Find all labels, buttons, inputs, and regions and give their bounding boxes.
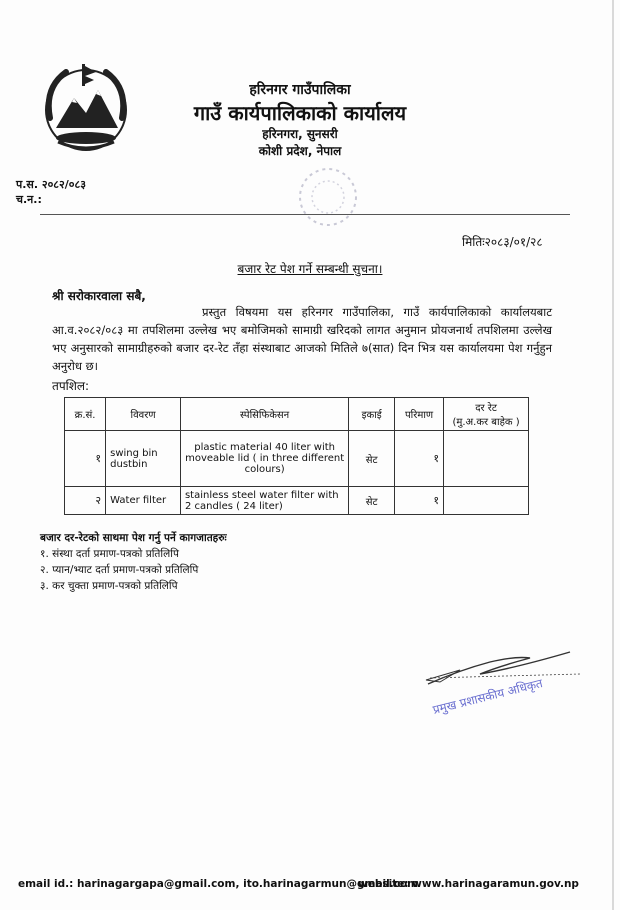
row-item: Water filter [106,487,181,515]
list-item: २. प्यान/भ्याट दर्ता प्रमाण-पत्रको प्रतिलिपि [40,564,199,576]
row-spec: plastic material 40 liter with moveable lid ( in three different colours) [180,431,348,487]
row-rate[interactable] [444,431,529,487]
page-footer [18,878,608,890]
salutation: श्री सरोकारवाला सबै, [52,289,146,303]
row-rate[interactable] [444,487,529,515]
nepal-emblem-icon [36,58,136,154]
body-text: प्रस्तुत विषयमा यस हरिनगर गाउँपालिका, गाउँ कार्यपालिकाको कार्यालयबाट आ.व.२०८२/०८३ मा तपशिलमा उल्लेख भए बमोजिमको सामाग्री खरिदको लागत अनुमान प्रोयजनार्थ तपशिलमा उल्लेख भए अनुसारको सामाग्रीहरुको बजार दर-रेट तँहा संस्थाबाट आजको मितिले ७(सात) दिन भित्र यस कार्यालयमा पेश गर्नुहुन अनुरोध छ। [52,305,552,373]
signature-stamp-text: प्रमुख प्रशासकीय अधिकृत [431,676,545,717]
col-header-item: विवरण [106,398,181,431]
table-row [65,487,529,515]
row-sn: १ [65,431,106,487]
list-item: १. संस्था दर्ता प्रमाण-पत्रको प्रतिलिपि [40,548,179,560]
faint-stamp-icon [278,162,378,232]
col-header-rate [444,398,529,431]
letterhead [150,80,450,160]
notice-body [52,303,552,375]
row-spec: stainless steel water filter with 2 candles ( 24 liter) [180,487,348,515]
required-documents [40,530,227,594]
col-header-qty: परिमाण [395,398,444,431]
table-label: तपशिल: [52,379,90,393]
office-place: हरिनगरा, सुनसरी [262,127,338,141]
footer-email[interactable]: email id.: harinagargapa@gmail.com, ito.harinagarmun@gmail.com [18,878,419,890]
signature-stamp-icon [420,640,590,720]
row-qty: १ [395,431,444,487]
col-header-spec: स्पेसिफिकेसन [180,398,348,431]
item-table [64,397,529,515]
col-header-sn: क्र.सं. [65,398,106,431]
office-province: कोशी प्रदेश, नेपाल [258,144,342,158]
list-item: ३. कर चुक्ता प्रमाण-पत्रको प्रतिलिपि [40,580,178,592]
rate-header-title: दर रेट [475,403,497,414]
dispatch-number: च.न.: [16,193,42,206]
scan-edge-line [612,0,614,910]
rate-header-note: (मु.अ.कर बाहेक ) [452,417,520,428]
row-item: swing bin dustbin [106,431,181,487]
row-unit: सेट [349,487,395,515]
subject-text: बजार रेट पेश गर्ने सम्बन्धी सुचना। [237,262,383,276]
footer-website[interactable]: website: www.harinagaramun.gov.np [358,878,579,890]
table-header-row [65,398,529,431]
header-divider [40,214,570,215]
documents-title: बजार दर-रेटको साथमा पेश गर्नु पर्ने कागजातहरुः [40,532,227,544]
row-qty: १ [395,487,444,515]
row-sn: २ [65,487,106,515]
table-row [65,431,529,487]
row-unit: सेट [349,431,395,487]
notice-date: मितिः२०८३/०१/२८ [462,235,543,249]
reference-block [16,177,86,207]
col-header-unit: इकाई [349,398,395,431]
letter-number: प.स. २०८२/०८३ [16,178,86,191]
office-name: गाउँ कार्यपालिकाको कार्यालय [193,101,407,125]
notice-subject [0,260,620,277]
municipality-name: हरिनगर गाउँपालिका [249,82,351,98]
